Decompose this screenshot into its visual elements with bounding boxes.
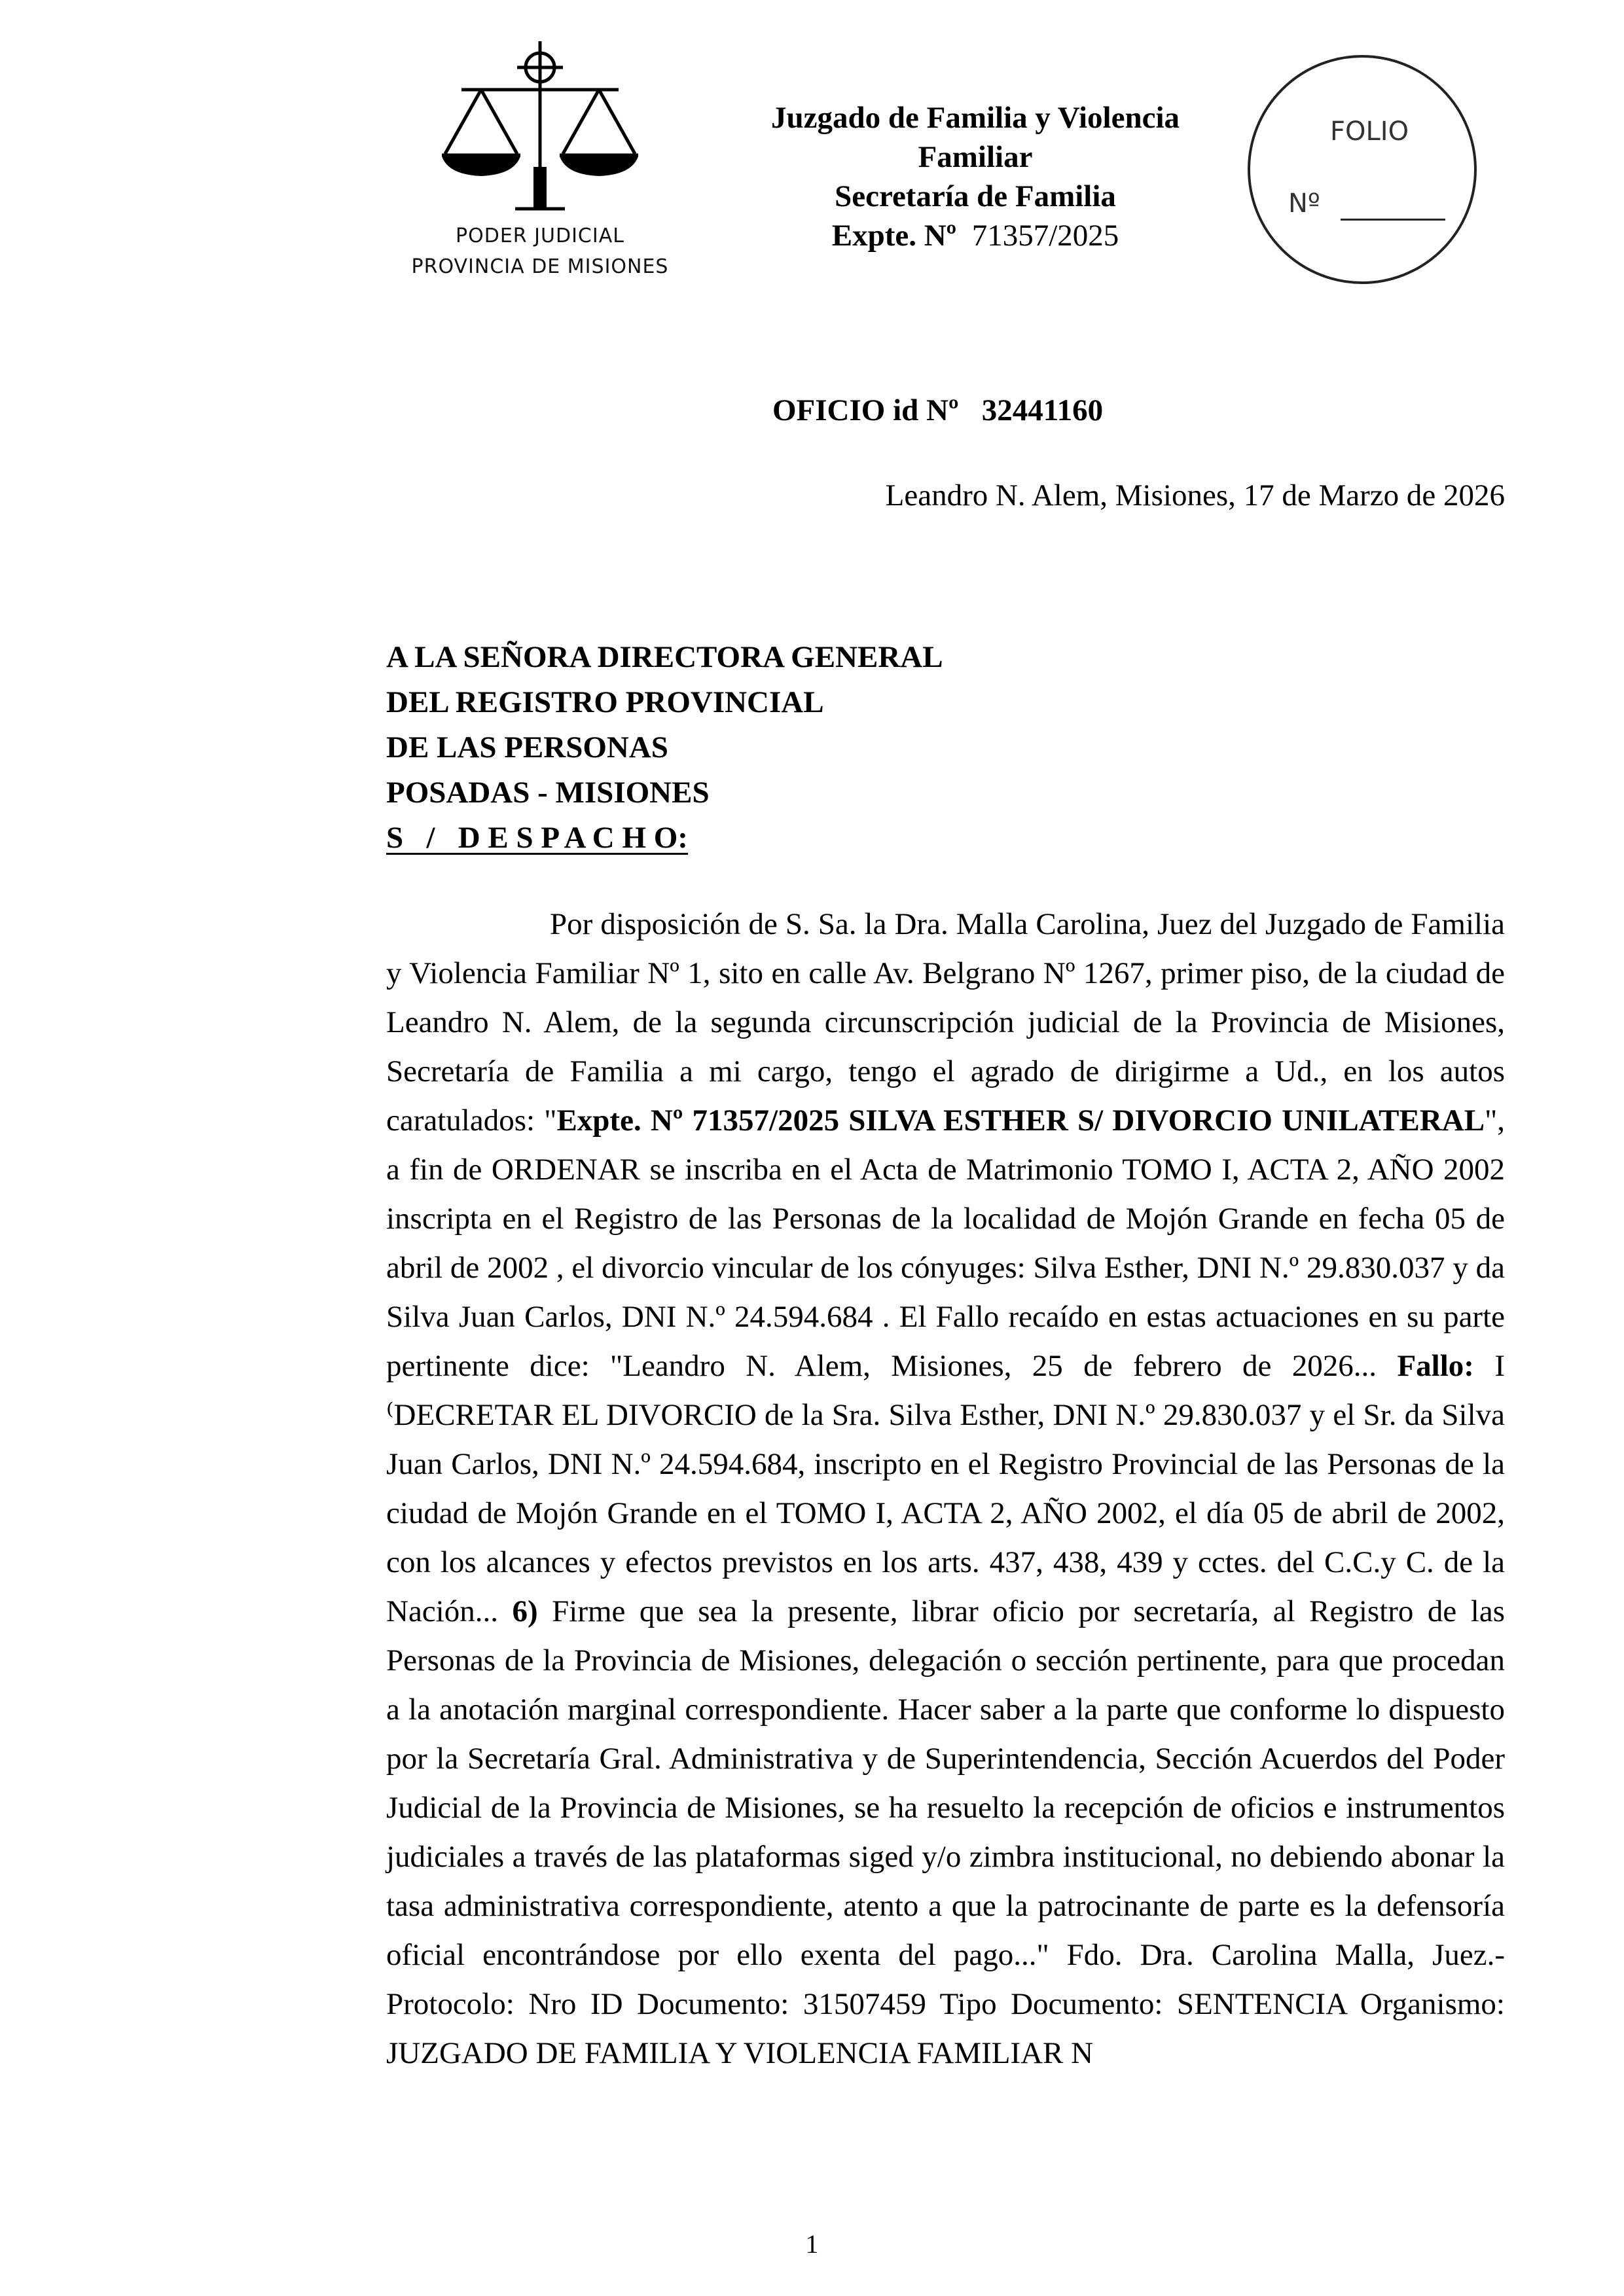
fallo-label: Fallo: <box>1397 1349 1474 1383</box>
body-text-part4: Firme que sea la presente, librar oficio por secretaría, al Registro de las Personas de la Provincia de Misiones, delegación o sección pertinente, para que procedan a la anotación marginal correspondiente. Hacer saber a la parte que conforme lo dispuesto por la Secretaría Gral. Administrativa y de Superintendencia, Sección Acuerdos del Poder Judicial de la Provincia de Misiones, se ha resuelto la recepción de oficios e instrumentos judiciales a través de las plataformas siged y/o zimbra institucional, no debiendo abonar la tasa administrativa correspondiente, atento a que la patrocinante de parte es la defensoría oficial encontrándose por ello exenta del pago..." Fdo. Dra. Carolina Malla, Juez.- Protocolo: Nro ID Documento: 31507459 Tipo Documento: SENTENCIA Organismo: JUZGADO DE FAMILIA Y VIOLENCIA FAMILIAR N <box>386 1594 1505 2070</box>
scales-of-justice-icon <box>435 36 645 219</box>
body-text-part1: Por disposición de S. Sa. la Dra. Malla Carolina, Juez del Juzgado de Familia y Violencia Familiar Nº 1, sito en calle Av. Belgrano Nº 1267, primer piso, de la ciudad de Leandro N. Alem, de la segunda circunscripción judicial de la Provincia de Misiones, Secretaría de Familia a mi cargo, tengo el agrado de dirigirme a Ud., en los autos caratulados: " <box>386 907 1505 1138</box>
court-name-line2: Familiar <box>918 140 1033 174</box>
folio-label: FOLIO <box>1330 117 1409 147</box>
case-title: Expte. Nº 71357/2025 SILVA ESTHER S/ DIVORCIO UNILATERAL <box>556 1103 1485 1138</box>
item6-label: 6) <box>512 1594 538 1628</box>
case-number: 71357/2025 <box>971 219 1119 253</box>
logo-text-poder-judicial: PODER JUDICIAL <box>456 224 624 247</box>
oficio-title <box>772 393 1103 428</box>
date-line: Leandro N. Alem, Misiones, 17 de Marzo de 2026 <box>885 478 1505 512</box>
court-logo <box>406 36 674 291</box>
page-number: 1 <box>805 2229 819 2259</box>
addressee-line1: A LA SEÑORA DIRECTORA GENERAL <box>386 640 943 674</box>
oficio-label: OFICIO id Nº <box>772 393 959 427</box>
folio-number-line <box>1341 219 1445 221</box>
addressee-line4: POSADAS - MISIONES <box>386 776 710 810</box>
addressee-block <box>386 635 943 861</box>
body-text-part3: I ⁽DECRETAR EL DIVORCIO de la Sra. Silva Esther, DNI N.º 29.830.037 y el Sr. da Silva Juan Carlos, DNI N.º 24.594.684, inscripto en el Registro Provincial de las Personas de la ciudad de Mojón Grande en el TOMO I, ACTA 2, AÑO 2002, el día 05 de abril de 2002, con los alcances y efectos previstos en los arts. 437, 438, 439 y cctes. del C.C.y C. de la Nación... <box>386 1349 1506 1628</box>
despacho-line: S / D E S P A C H O: <box>386 821 688 855</box>
folio-number-label: Nº <box>1288 188 1320 219</box>
court-name-line1: Juzgado de Familia y Violencia <box>770 101 1180 135</box>
oficio-number: 32441160 <box>981 393 1104 427</box>
logo-text-provincia: PROVINCIA DE MISIONES <box>411 255 669 278</box>
secretariat-name: Secretaría de Familia <box>835 179 1116 213</box>
body-paragraph <box>386 900 1505 2078</box>
case-number-line <box>694 216 1257 255</box>
case-number-label: Expte. Nº <box>831 219 957 253</box>
addressee-line2: DEL REGISTRO PROVINCIAL <box>386 685 824 719</box>
court-header <box>694 98 1257 255</box>
addressee-line3: DE LAS PERSONAS <box>386 730 668 764</box>
folio-stamp <box>1248 55 1477 284</box>
body-text <box>386 900 1505 2078</box>
body-text-part2: ", a fin de ORDENAR se inscriba en el Acta de Matrimonio TOMO I, ACTA 2, AÑO 2002 inscripta en el Registro de las Personas de la localidad de Mojón Grande en fecha 05 de abril de 2002 , el divorcio vincular de los cónyuges: Silva Esther, DNI N.º 29.830.037 y da Silva Juan Carlos, DNI N.º 24.594.684 . El Fallo recaído en estas actuaciones en su parte pertinente dice: "Leandro N. Alem, Misiones, 25 de febrero de 2026... <box>386 1103 1505 1383</box>
